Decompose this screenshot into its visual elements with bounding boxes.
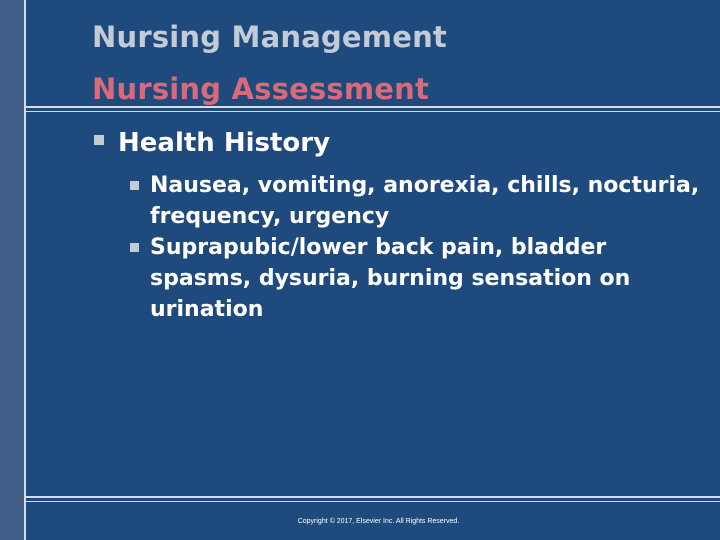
square-bullet-icon <box>94 135 104 145</box>
footer-divider-bottom <box>26 501 720 502</box>
title-divider-top <box>26 106 720 108</box>
square-bullet-icon <box>130 243 139 252</box>
sub-bullet-list <box>130 170 700 325</box>
left-accent-band <box>0 0 24 540</box>
title-divider-bottom <box>26 111 720 112</box>
sub-bullet-text: Suprapubic/lower back pain, bladder spasms, dysuria, burning sensation on urination <box>150 235 631 322</box>
left-accent-line <box>24 0 26 540</box>
list-item <box>130 232 700 325</box>
main-bullet <box>94 128 330 158</box>
main-bullet-text: Health History <box>118 128 331 158</box>
slide-title: Nursing Management <box>92 20 447 54</box>
footer-divider-top <box>26 496 720 498</box>
copyright-footer: Copyright © 2017, Elsevier Inc. All Rights Reserved. <box>297 518 460 525</box>
sub-bullet-text: Nausea, vomiting, anorexia, chills, nocturia, frequency, urgency <box>150 173 700 229</box>
list-item <box>130 170 700 232</box>
slide-subtitle: Nursing Assessment <box>92 72 430 106</box>
square-bullet-icon <box>130 181 139 190</box>
